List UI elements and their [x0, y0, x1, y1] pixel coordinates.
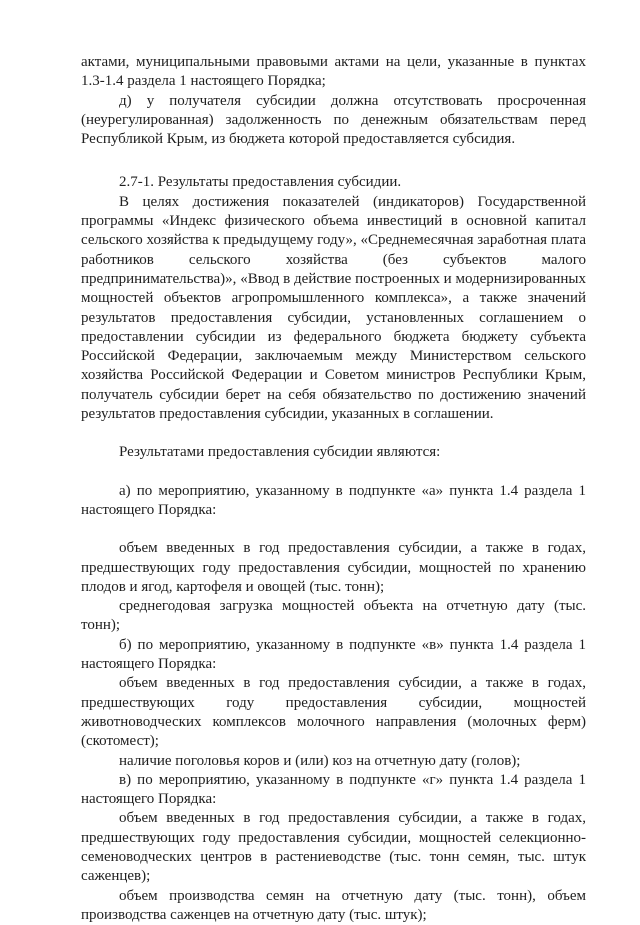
paragraph-livestock: наличие поголовья коров и (или) коз на отчетную дату (голов);	[119, 752, 521, 769]
paragraph-seed-centers: объем введенных в год предоставления субсидии, а также в годах, предшествующих году предоставления субсидии, мощностей селекционно-семеноводческих центров в растениеводстве (тыс. тонн семян, тыс. штук саженцев);	[81, 810, 586, 885]
spacer	[81, 149, 586, 173]
paragraph-item-b: б) по мероприятию, указанному в подпункте «в» пункта 1.4 раздела 1 настоящего Порядка:	[81, 636, 586, 673]
paragraph-dairy-capacity: объем введенных в год предоставления субсидии, а также в годах, предшествующих году предоставления субсидии, мощностей животноводческих комплексов молочного направления (молочных ферм) (скотомест);	[81, 675, 586, 750]
paragraph-goals: В целях достижения показателей (индикаторов) Государственной программы «Индекс физического объема инвестиций в основной капитал сельского хозяйства к предыдущему году», «Среднемесячная заработная плата работников сельского хозяйства (без субъектов малого предпринимательства)», «Ввод в действие построенных и модернизированных мощностей объектов агропромышленного комплекса», а также значений результатов предоставления субсидии, установленных соглашением о предоставлении субсидии из федерального бюджета бюджету субъекта Российской Федерации, заключаемым между Министерством сельского хозяйства Российской Федерации и Советом министров Республики Крым, получатель субсидии берет на себя обязательство по достижению значений результатов предоставления субсидии, указанных в соглашении.	[81, 193, 586, 423]
section-heading-2-7-1: 2.7-1. Результаты предоставления субсидии.	[119, 174, 402, 191]
spacer	[81, 520, 586, 539]
spacer	[81, 463, 586, 482]
paragraph-seed-production: объем производства семян на отчетную дату (тыс. тонн), объем производства саженцев на отчетную дату (тыс. штук);	[81, 887, 586, 923]
paragraph-storage-capacity: объем введенных в год предоставления субсидии, а также в годах, предшествующих году предоставления субсидии, мощностей по хранению плодов и ягод, картофеля и овощей (тыс. тонн);	[81, 540, 586, 595]
paragraph-results-intro: Результатами предоставления субсидии являются:	[119, 444, 441, 461]
paragraph-item-d: д) у получателя субсидии должна отсутствовать просроченная (неурегулированная) задолженность по денежным обязательствам перед Республикой Крым, из бюджета которой предоставляется субсидия.	[81, 92, 586, 148]
paragraph-continuation: актами, муниципальными правовыми актами на цели, указанные в пунктах 1.3-1.4 раздела 1 настоящего Порядка;	[81, 54, 586, 90]
document-body	[81, 53, 586, 925]
paragraph-item-a: а) по мероприятию, указанному в подпункте «а» пункта 1.4 раздела 1 настоящего Порядка:	[81, 482, 586, 518]
paragraph-item-v: в) по мероприятию, указанному в подпункте «г» пункта 1.4 раздела 1 настоящего Порядка:	[81, 771, 586, 808]
spacer	[81, 424, 586, 443]
paragraph-average-load: среднегодовая загрузка мощностей объекта на отчетную дату (тыс. тонн);	[81, 598, 586, 634]
